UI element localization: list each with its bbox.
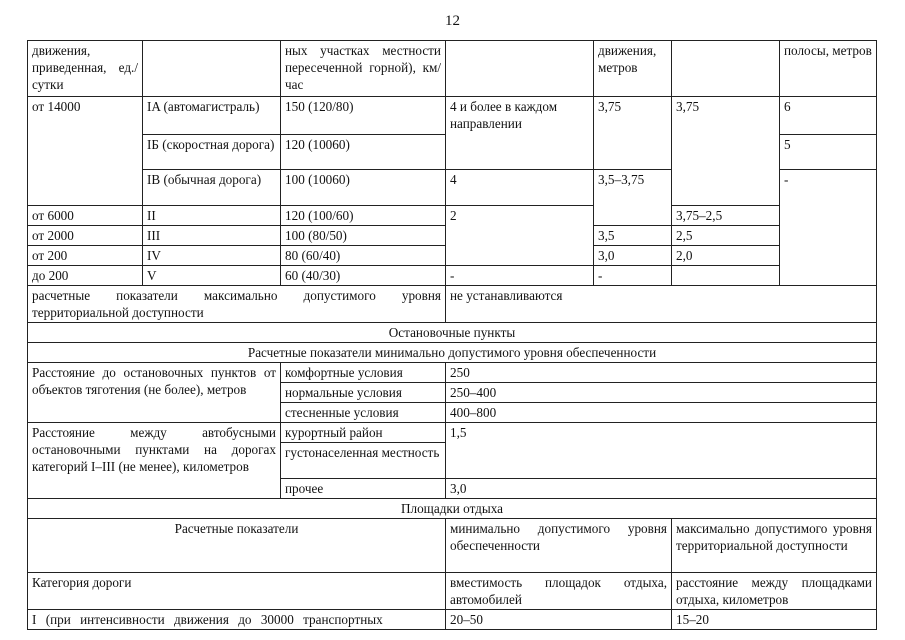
rest-indicators-header: Расчетные показатели xyxy=(28,519,446,573)
median-cell: 6 xyxy=(780,97,877,135)
lanes-cell: 4 xyxy=(446,170,594,206)
area-value: 3,0 xyxy=(446,479,877,499)
rest-max-level-header: максимально допустимого уровня территориальной доступности xyxy=(672,519,877,573)
intensity-cell: до 200 xyxy=(28,266,143,286)
table-row xyxy=(28,610,877,630)
area-value: 1,5 xyxy=(446,423,877,479)
category-cell: IB (обычная дорога) xyxy=(143,170,281,206)
area-name: густонаселенная местность xyxy=(281,443,446,479)
table-row xyxy=(28,206,877,226)
edge-width-cell: 2,5 xyxy=(672,226,780,246)
header-lane-width: движения, метров xyxy=(594,41,672,97)
speed-cell: 100 (10060) xyxy=(281,170,446,206)
stop-distance-label: Расстояние до остановочных пунктов от объектов тяготения (не более), метров xyxy=(28,363,281,423)
header-median: полосы, метров xyxy=(780,41,877,97)
table-row xyxy=(28,97,877,135)
median-cell: - xyxy=(780,170,877,286)
rest-capacity-label: вместимость площадок отдыха, автомобилей xyxy=(446,573,672,610)
category-cell: V xyxy=(143,266,281,286)
lane-width-cell: 3,0 xyxy=(594,246,672,266)
lane-width-cell: 3,5 xyxy=(594,226,672,246)
speed-cell: 80 (60/40) xyxy=(281,246,446,266)
lane-width-cell: - xyxy=(594,266,672,286)
stop-between-label: Расстояние между автобусными остановочными пунктами на дорогах категорий I–III (не менее), километров xyxy=(28,423,281,499)
section-title-stops: Остановочные пункты xyxy=(28,323,877,343)
speed-cell: 150 (120/80) xyxy=(281,97,446,135)
category-cell: IA (автомагистраль) xyxy=(143,97,281,135)
header-continuation-row xyxy=(28,41,877,97)
table-row xyxy=(28,573,877,610)
rest-category-label: Категория дороги xyxy=(28,573,446,610)
rest-row-capacity: 20–50 xyxy=(446,610,672,630)
condition-value: 250–400 xyxy=(446,383,877,403)
rest-row-distance: 15–20 xyxy=(672,610,877,630)
speed-cell: 60 (40/30) xyxy=(281,266,446,286)
header-intensity: движения, приведенная, ед./сутки xyxy=(28,41,143,97)
category-cell: II xyxy=(143,206,281,226)
condition-name: комфортные условия xyxy=(281,363,446,383)
rest-row-label: I (при интенсивности движения до 30000 транспортных xyxy=(28,610,446,630)
edge-width-cell xyxy=(672,266,780,286)
condition-name: нормальные условия xyxy=(281,383,446,403)
condition-value: 250 xyxy=(446,363,877,383)
header-edge-width xyxy=(672,41,780,97)
intensity-cell: от 200 xyxy=(28,246,143,266)
intensity-cell: от 14000 xyxy=(28,97,143,206)
territorial-label: расчетные показатели максимально допустимого уровня территориальной доступности xyxy=(28,286,446,323)
condition-name: стесненные условия xyxy=(281,403,446,423)
median-cell: 5 xyxy=(780,135,877,170)
rest-distance-label: расстояние между площадками отдыха, километров xyxy=(672,573,877,610)
lane-width-cell: 3,75 xyxy=(594,97,672,170)
speed-cell: 120 (10060) xyxy=(281,135,446,170)
category-cell: IБ (скоростная дорога) xyxy=(143,135,281,170)
intensity-cell: от 2000 xyxy=(28,226,143,246)
intensity-cell: от 6000 xyxy=(28,206,143,226)
condition-value: 400–800 xyxy=(446,403,877,423)
section-row xyxy=(28,343,877,363)
lanes-cell: 2 xyxy=(446,206,594,266)
speed-cell: 120 (100/60) xyxy=(281,206,446,226)
section-row xyxy=(28,323,877,343)
territorial-value: не устанавливаются xyxy=(446,286,877,323)
header-lanes xyxy=(446,41,594,97)
category-cell: IV xyxy=(143,246,281,266)
rest-min-level-header: минимально допустимого уровня обеспеченности xyxy=(446,519,672,573)
speed-cell: 100 (80/50) xyxy=(281,226,446,246)
section-subtitle-stops: Расчетные показатели минимально допустимого уровня обеспеченности xyxy=(28,343,877,363)
page-number: 12 xyxy=(445,13,460,29)
road-standards-table xyxy=(27,40,877,630)
area-name: прочее xyxy=(281,479,446,499)
table-row xyxy=(28,423,877,443)
lane-width-cell: 3,5–3,75 xyxy=(594,170,672,226)
section-title-rest: Площадки отдыха xyxy=(28,499,877,519)
edge-width-cell: 3,75–2,5 xyxy=(672,206,780,226)
table-row xyxy=(28,363,877,383)
header-category xyxy=(143,41,281,97)
edge-width-cell: 3,75 xyxy=(672,97,780,206)
table-row xyxy=(28,266,877,286)
category-cell: III xyxy=(143,226,281,246)
lanes-cell: - xyxy=(446,266,594,286)
territorial-row xyxy=(28,286,877,323)
section-row xyxy=(28,499,877,519)
lanes-cell: 4 и более в каждом направлении xyxy=(446,97,594,170)
edge-width-cell: 2,0 xyxy=(672,246,780,266)
table-row xyxy=(28,519,877,573)
header-speed: ных участках местности пересеченной горной), км/час xyxy=(281,41,446,97)
area-name: курортный район xyxy=(281,423,446,443)
